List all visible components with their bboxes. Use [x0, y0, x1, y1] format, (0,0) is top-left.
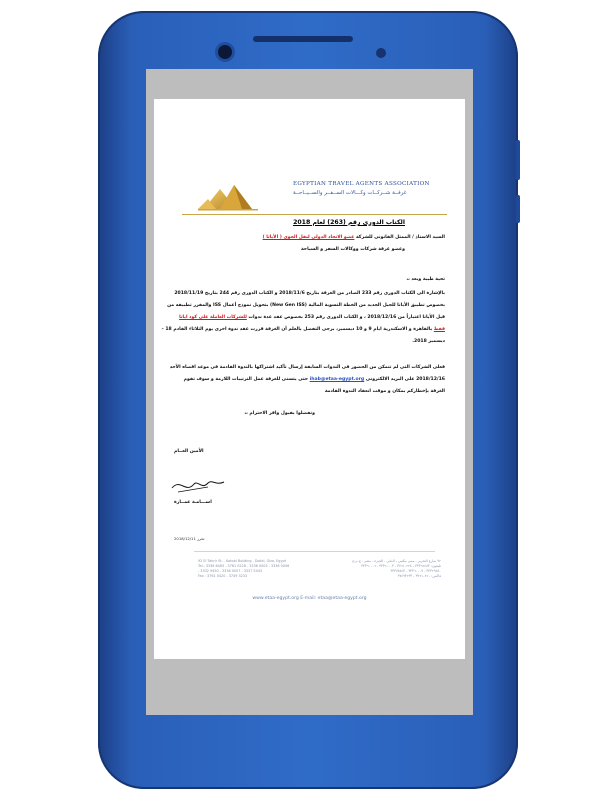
footer-address-ar	[321, 559, 441, 579]
para-1-line-4: فقط بالقاهرة و الاسكندرية ايام 9 و 10 ديسمبر، برجى التفضل بالعلم أن الغرفة قررت عقد ندوة اخرى يوم الثلاثاء القادم 18 –	[161, 327, 445, 332]
greeting: تحية طيبة وبعد ،،	[406, 277, 445, 282]
addressee-prefix: السيد الاستاذ / الممثل القانونى للشركة	[356, 235, 445, 240]
addressee-line-1	[263, 235, 445, 241]
footer-ar-line: تليفون: ٣٣٣٦٦٤٨٣ - ٣٧٦١٠٢٢٨ - ٣٣٣٦٠٠٠٣ - ٣٣٣٦٠٠٠٦	[361, 564, 441, 568]
association-name-en: EGYPTIAN TRAVEL AGENTS ASSOCIATION	[293, 181, 430, 187]
highlight-text: للشركات العاملة على كود اياتا	[179, 315, 247, 320]
footer-divider	[194, 551, 435, 552]
page-title: الكتاب الدورى رقم (263) لعام 2018	[293, 219, 405, 226]
para-2-line-2: 2018/12/16 على البريد الالكترونى ihab@etaa-egypt.org حتى يتسنى للغرفة عمل الترتيبات اللازمة و سوف تقوم	[183, 377, 445, 382]
para-1-line-3: قبل الأياتا اعتباراً من 2018/12/16 ، و الكتاب الدورى رقم 253 بخصوص عقد عدة ندوات للشركات العاملة على كود اياتا	[179, 315, 445, 320]
footer-ar-line: فاكس: ٣٧٦١٠٤٢٠ - ٣٧٤٩٣٢٣٣	[397, 574, 441, 578]
footer-website[interactable]: www.etaa-egypt.org E-mail: etaa@etaa-egypt.org	[252, 596, 367, 601]
para-1-line-2: بخصوص تطبيق الأياتا للجيل الجديد من الخطة التسوية المالية (New Gen ISS) بتحويل نموذج أعمال ISS والمقرر تطبيقه من	[167, 303, 445, 308]
proximity-sensor	[376, 48, 386, 58]
addressee-red-text: عضو الاتحاد الدولى لنقل الجوى ( الأياتا )	[262, 235, 355, 240]
highlight-text: فقط	[433, 327, 445, 332]
earpiece-speaker	[253, 36, 353, 42]
power-button[interactable]	[516, 195, 520, 223]
association-name-ar: غرفــة شــركــات وكـــالات الســفــر والســيــاحــة	[293, 190, 407, 196]
footer-address-en	[198, 559, 318, 579]
document-date: 2018/12/11 تحرر	[174, 536, 205, 541]
footer-en-line: Tel.: 3336 6483 - 3761 0228 - 3336 0003 - 3336 0006	[198, 564, 290, 568]
para-1-line-5: ديسمبر 2018.	[412, 339, 445, 344]
header-divider	[182, 214, 447, 215]
pyramids-logo-icon	[198, 179, 258, 211]
volume-button[interactable]	[516, 140, 520, 180]
document-page	[154, 99, 465, 659]
front-camera-icon	[218, 45, 232, 59]
footer-en-line: Fax : 3761 0420 - 3749 3233	[198, 574, 248, 578]
para-2-line-3: الغرفة بإخطاركم بمكان و موقت انعقاد الندوة القادمة	[324, 389, 445, 394]
email-link[interactable]: ihab@etaa-egypt.org	[309, 377, 365, 382]
footer-ar-line: ٣٣٣٢٩٤٥٠ - ٣٣٣٦٠٠٠٧ - ٣٣٣٧٥٤٤٣	[390, 569, 441, 573]
etaa-logo	[198, 179, 430, 213]
footer-en-line: 92 El Tahrir St. - Kotobi Building - Dokki, Giza, Egypt	[198, 559, 286, 563]
handwritten-signature-icon	[168, 474, 228, 496]
footer-en-line: - 3332 9450 - 3336 0007 - 3337 5443	[198, 569, 263, 573]
addressee-line-2: وعضو غرفة شركات ووكالات السفر و السياحة	[301, 247, 405, 252]
phone-screen	[146, 69, 473, 715]
signer-name: اســـامـة عمــارة	[174, 500, 212, 505]
para-1-line-1: بالإشارة الى الكتاب الدورى رقم 233 الصادر من الغرفة بتاريخ 2018/11/6 و الكتاب الدورى رقم 244 بتاريخ 2018/11/19	[174, 291, 445, 296]
footer-ar-line: ٩٢ شارع التحرير - مبنى مكتبي - الدقي - الجيزة - مصر - ج.م.ع	[352, 559, 441, 563]
closing-line: وتفضلوا بقبول وافر الاحترام ،،	[244, 411, 315, 416]
signer-title: الأمين العــام	[174, 449, 204, 454]
para-2-line-1: فعلى الشركات التى لم تتمكن من الحضور فى الندوات السابقة إرسال تأكيد اشتراكها بالندوة القادمة فى موعد اقصاه الأحد	[169, 365, 445, 370]
